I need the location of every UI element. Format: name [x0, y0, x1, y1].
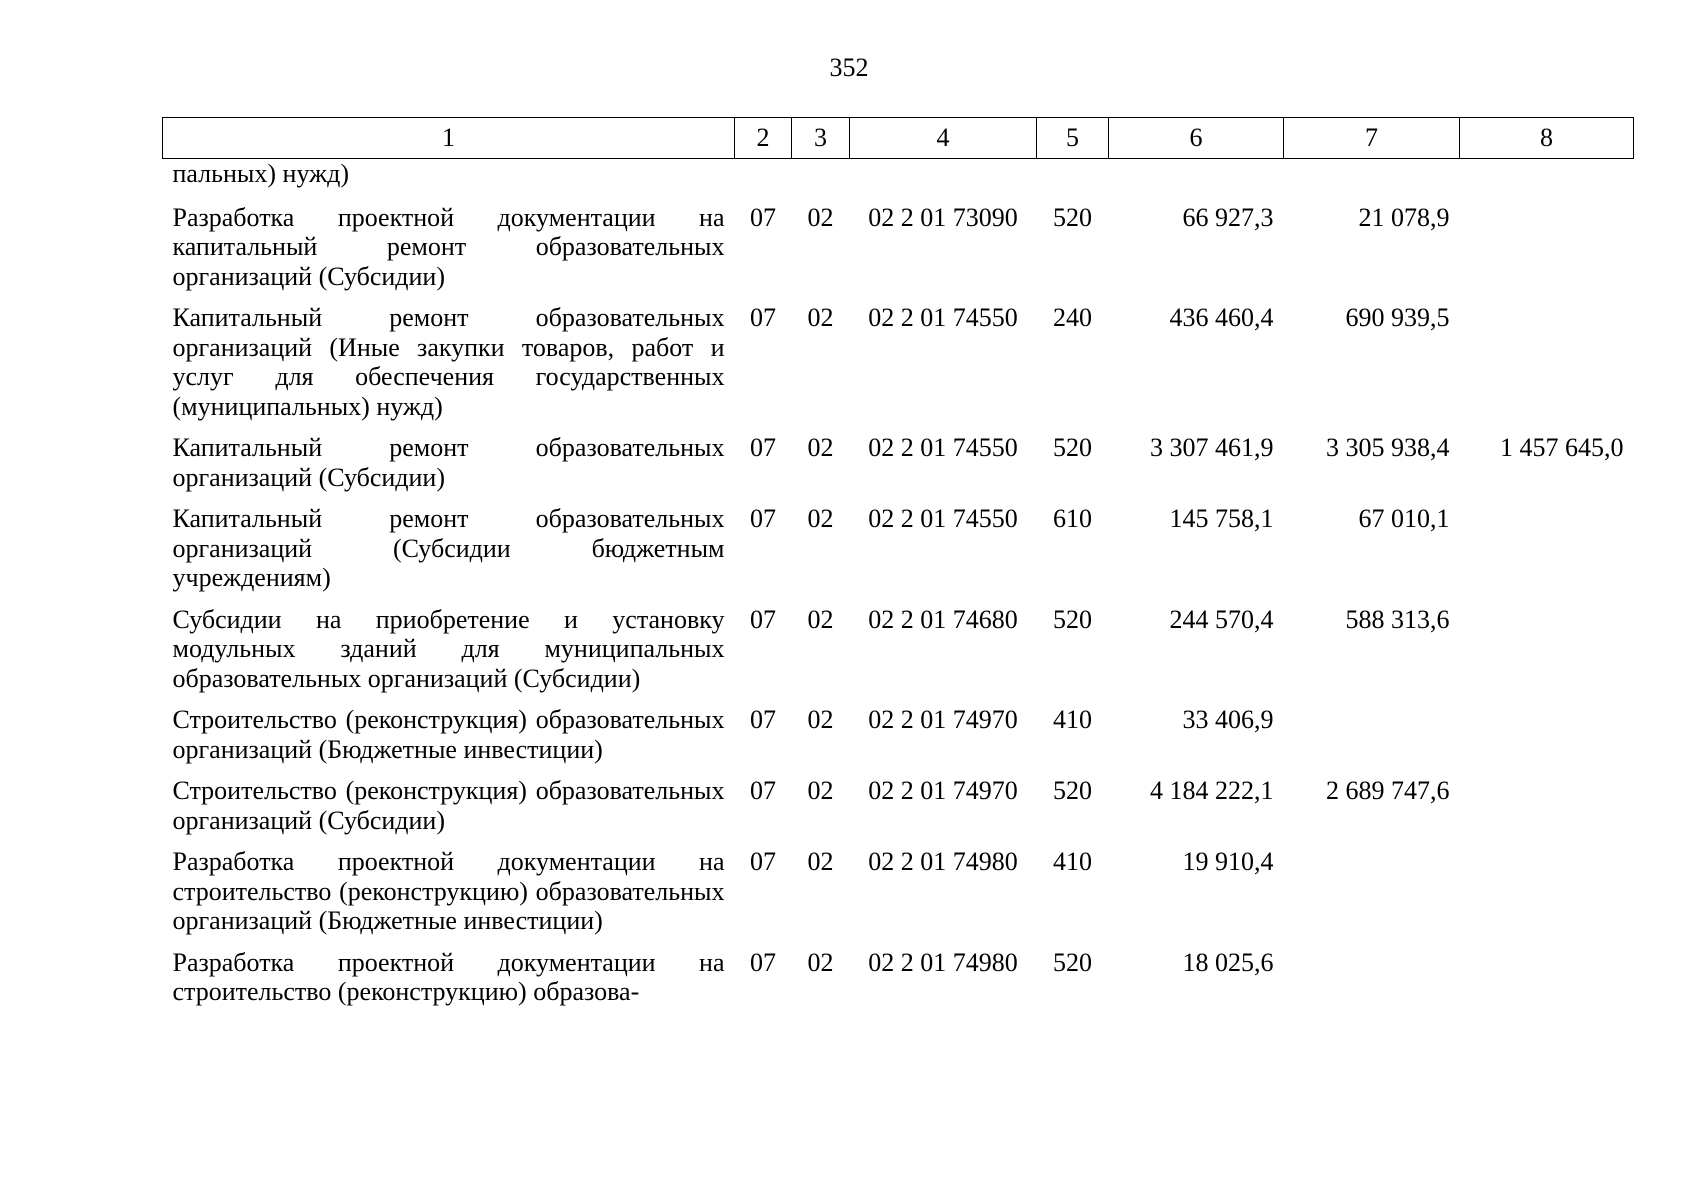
table-row [163, 705, 1634, 776]
amount-col-7: 67 010,1 [1358, 504, 1450, 533]
subsection-code: 02 [807, 604, 834, 634]
target-item-code: 02 2 01 74980 [868, 847, 1018, 876]
amount-col-6: 18 025,6 [1182, 947, 1274, 977]
amount-col-7 [1284, 847, 1460, 948]
table-row [163, 433, 1634, 504]
expense-type-code: 520 [1053, 776, 1092, 805]
expense-type-code [1037, 159, 1109, 203]
target-item-code [850, 159, 1037, 203]
expense-type-code: 410 [1053, 705, 1092, 734]
target-item-code: 02 2 01 74550 [868, 433, 1018, 462]
subsection-code: 02 [807, 776, 834, 805]
amount-col-8 [1460, 948, 1634, 1019]
amount-col-7 [1284, 159, 1460, 203]
section-code: 07 [750, 202, 776, 232]
row-description: Капитальный ремонт образовательных организаций (Иные закупки товаров, работ и услуг для обеспечения государственных (муниципальных) нужд) [172, 303, 725, 421]
section-code: 07 [750, 504, 776, 533]
table-row [163, 504, 1634, 605]
target-item-code: 02 2 01 74680 [868, 604, 1018, 634]
section-code: 07 [750, 776, 776, 805]
row-description: Строительство (реконструкция) образовательных организаций (Субсидии) [172, 776, 725, 835]
amount-col-8 [1460, 705, 1634, 776]
target-item-code: 02 2 01 74980 [868, 947, 1018, 977]
expense-type-code: 520 [1053, 202, 1092, 232]
expense-type-code: 520 [1053, 604, 1092, 634]
column-header: 1 [163, 118, 735, 159]
amount-col-8 [1460, 776, 1634, 847]
row-description: Субсидии на приобретение и установку модульных зданий для муниципальных образовательных организаций (Субсидии) [172, 604, 725, 693]
column-header: 2 [735, 118, 792, 159]
amount-col-8 [1460, 847, 1634, 948]
column-header: 3 [792, 118, 850, 159]
amount-col-6: 244 570,4 [1169, 604, 1274, 634]
amount-col-7: 588 313,6 [1345, 604, 1450, 634]
expense-type-code: 240 [1053, 303, 1092, 332]
expense-type-code: 410 [1053, 847, 1092, 876]
column-header: 7 [1284, 118, 1460, 159]
expense-type-code: 610 [1053, 504, 1092, 533]
target-item-code: 02 2 01 74970 [868, 776, 1018, 805]
column-header: 4 [850, 118, 1037, 159]
page-number: 352 [829, 53, 869, 82]
subsection-code: 02 [807, 303, 834, 332]
amount-col-8 [1460, 203, 1634, 304]
subsection-code: 02 [807, 705, 834, 734]
amount-col-6 [1109, 159, 1284, 203]
row-description: Разработка проектной документации на строительство (реконструкцию) образовательных организаций (Бюджетные инвестиции) [172, 847, 725, 935]
amount-col-7: 690 939,5 [1345, 303, 1450, 332]
subsection-code: 02 [807, 202, 834, 232]
table-row [163, 776, 1634, 847]
row-description: Разработка проектной документации на строительство (реконструкцию) образова- [172, 947, 725, 1006]
target-item-code: 02 2 01 73090 [868, 202, 1018, 232]
section-code: 07 [750, 303, 776, 332]
table-row [163, 303, 1634, 433]
row-description: Капитальный ремонт образовательных организаций (Субсидии) [172, 433, 725, 492]
target-item-code: 02 2 01 74550 [868, 303, 1018, 332]
subsection-code: 02 [807, 504, 834, 533]
table-row [163, 847, 1634, 948]
amount-col-7 [1284, 705, 1460, 776]
table-row [163, 605, 1634, 706]
target-item-code: 02 2 01 74550 [868, 504, 1018, 533]
subsection-code: 02 [807, 947, 834, 977]
budget-table [162, 117, 1634, 1019]
expense-type-code: 520 [1053, 433, 1092, 462]
amount-col-8 [1460, 303, 1634, 433]
subsection-code: 02 [807, 433, 834, 462]
column-header: 5 [1037, 118, 1109, 159]
section-code: 07 [750, 705, 776, 734]
amount-col-7: 3 305 938,4 [1326, 433, 1450, 462]
section-code: 07 [750, 947, 776, 977]
table-body [163, 159, 1634, 1019]
amount-col-6: 66 927,3 [1182, 202, 1274, 232]
subsection-code: 02 [807, 847, 834, 876]
row-description: Капитальный ремонт образовательных организаций (Субсидии бюджетным учреждениям) [172, 504, 725, 592]
row-description: пальных) нужд) [172, 159, 349, 188]
table-row [163, 948, 1634, 1019]
amount-col-6: 3 307 461,9 [1150, 433, 1274, 462]
table-row [163, 203, 1634, 304]
amount-col-6: 4 184 222,1 [1150, 776, 1274, 805]
section-code: 07 [750, 433, 776, 462]
amount-col-8 [1460, 159, 1634, 203]
amount-col-6: 19 910,4 [1182, 847, 1274, 876]
column-header: 8 [1460, 118, 1634, 159]
row-description: Строительство (реконструкция) образовательных организаций (Бюджетные инвестиции) [172, 705, 725, 764]
target-item-code: 02 2 01 74970 [868, 705, 1018, 734]
amount-col-8 [1460, 605, 1634, 706]
section-code: 07 [750, 847, 776, 876]
table-row [163, 159, 1634, 203]
subsection-code [792, 159, 850, 203]
table-header [163, 118, 1634, 159]
amount-col-8 [1460, 504, 1634, 605]
amount-col-6: 33 406,9 [1182, 705, 1274, 734]
column-header: 6 [1109, 118, 1284, 159]
amount-col-8: 1 457 645,0 [1500, 433, 1624, 462]
amount-col-7: 21 078,9 [1358, 202, 1450, 232]
row-description: Разработка проектной документации на капитальный ремонт образовательных организаций (Субсидии) [172, 202, 725, 291]
amount-col-7: 2 689 747,6 [1326, 776, 1450, 805]
section-code [735, 159, 792, 203]
expense-type-code: 520 [1053, 947, 1092, 977]
section-code: 07 [750, 604, 776, 634]
amount-col-6: 436 460,4 [1169, 303, 1274, 332]
amount-col-7 [1284, 948, 1460, 1019]
amount-col-6: 145 758,1 [1169, 504, 1274, 533]
